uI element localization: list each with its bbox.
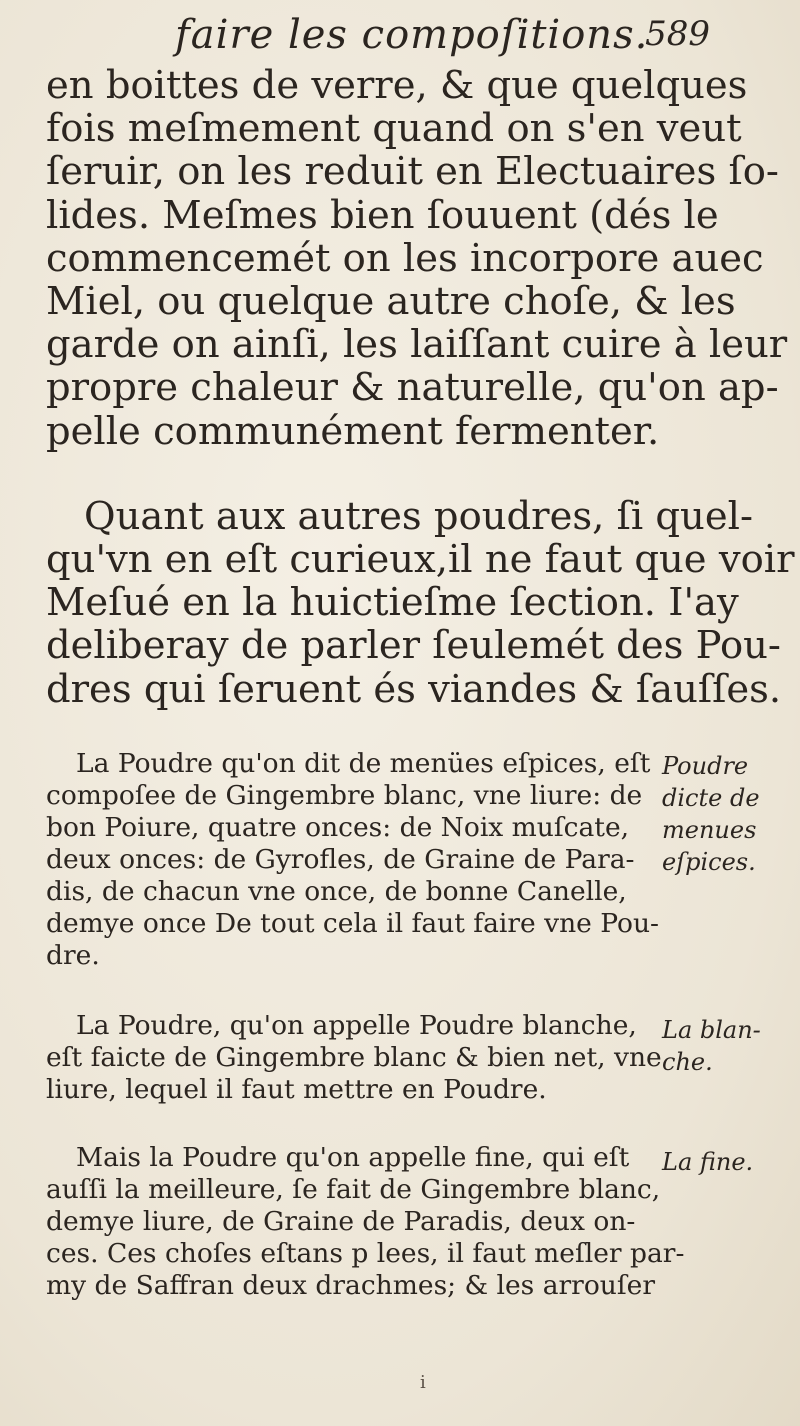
- text-line: propre chaleur & naturelle, qu'on ap-: [46, 365, 779, 411]
- text-line: qu'vn en eſt curieux,il ne faut que voir: [46, 537, 795, 583]
- signature-mark: i: [420, 1372, 426, 1393]
- margin-note-line: La fine.: [662, 1148, 754, 1176]
- text-line: Meſué en la huictieſme ſection. I'ay: [46, 580, 739, 626]
- text-line: pelle communément fermenter.: [46, 408, 660, 454]
- text-line: en boittes de verre, & que quelques: [46, 63, 748, 108]
- margin-note-menues-espices: [662, 750, 798, 878]
- recipe-poudre-fine: [46, 1142, 685, 1302]
- text-line: fois meſmement quand on s'en veut: [46, 106, 742, 152]
- text-line: ſeruir, on les reduit en Electuaires ſo-: [46, 149, 779, 195]
- text-line: dre.: [46, 940, 100, 971]
- text-line: bon Poiure, quatre onces: de Noix muſcate,: [46, 812, 630, 843]
- page-number: 589: [645, 14, 710, 54]
- margin-note-line: menues: [662, 816, 757, 844]
- text-line: eſt faicte de Gingembre blanc & bien net, vne: [46, 1042, 662, 1073]
- margin-note-line: eſpices.: [662, 848, 756, 876]
- text-line: dres qui ſeruent és viandes & ſauſſes.: [46, 666, 782, 712]
- text-line: garde on ainſi, les laiſſant cuire à leur: [46, 322, 788, 368]
- text-line: Mais la Poudre qu'on appelle fine, qui eſt: [76, 1142, 630, 1173]
- page-header: [150, 12, 710, 64]
- text-line: La Poudre qu'on dit de menües eſpices, eſt: [76, 748, 651, 779]
- margin-note-line: che.: [662, 1048, 713, 1076]
- text-line: auſſi la meilleure, ſe fait de Gingembre blanc,: [46, 1174, 661, 1205]
- text-line: deux onces: de Gyrofles, de Graine de Para-: [46, 844, 635, 875]
- text-line: deliberay de parler ſeulemét des Pou-: [46, 623, 781, 669]
- text-line: demye once De tout cela il faut faire vne Pou-: [46, 908, 659, 939]
- text-line: dis, de chacun vne once, de bonne Canelle,: [46, 876, 627, 907]
- paragraph-1: [46, 63, 788, 454]
- text-line: liure, lequel il faut mettre en Poudre.: [46, 1074, 547, 1105]
- text-line: my de Saffran deux drachmes; & les arrouſer: [46, 1270, 656, 1301]
- margin-note-line: Poudre: [662, 752, 749, 780]
- main-text: [46, 63, 795, 712]
- text-line: demye liure, de Graine de Paradis, deux on-: [46, 1206, 636, 1237]
- margin-note-line: La blan-: [662, 1016, 761, 1044]
- text-line: compoſee de Gingembre blanc, vne liure: de: [46, 780, 643, 811]
- text-line: commencemét on les incorpore auec: [46, 235, 764, 281]
- margin-note-line: dicte de: [662, 784, 760, 812]
- recipe-menues-espices: [46, 748, 659, 972]
- paragraph-2: [46, 493, 795, 712]
- running-head: faire les compoſitions.: [175, 12, 649, 58]
- text-line: ces. Ces choſes eſtans p lees, il faut meſler par-: [46, 1238, 685, 1269]
- margin-note-blanche: [662, 1014, 798, 1078]
- recipe-poudre-blanche: [46, 1010, 662, 1106]
- text-line: La Poudre, qu'on appelle Poudre blanche,: [76, 1010, 637, 1041]
- text-line: Miel, ou quelque autre choſe, & les: [46, 279, 736, 325]
- margin-note-fine: [662, 1146, 798, 1178]
- text-line: lides. Meſmes bien ſouuent (dés le: [46, 192, 719, 238]
- text-line: Quant aux autres poudres, ſi quel-: [84, 493, 753, 539]
